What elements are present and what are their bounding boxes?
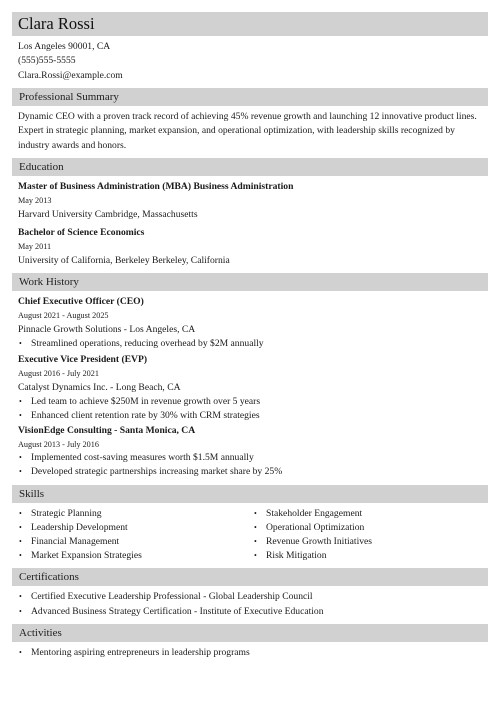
job-bullet-text: Developed strategic partnerships increasing market share by 25% xyxy=(31,466,283,478)
bullet-icon: • xyxy=(254,551,257,561)
skill-item xyxy=(18,507,250,521)
job-dates: August 2021 - August 2025 xyxy=(18,311,109,321)
job-company: Catalyst Dynamics Inc. - Long Beach, CA xyxy=(18,381,181,393)
contact-info xyxy=(12,36,488,83)
job-dates: August 2016 - July 2021 xyxy=(18,368,99,378)
job-role: VisionEdge Consulting - Santa Monica, CA xyxy=(18,425,196,437)
education-header xyxy=(12,158,488,176)
skill-text: Risk Mitigation xyxy=(266,550,327,562)
skill-item xyxy=(18,535,250,549)
certifications-list xyxy=(18,590,488,618)
job-bullet-text: Enhanced client retention rate by 30% with CRM strategies xyxy=(31,410,260,422)
education-degree: Bachelor of Science Economics xyxy=(18,227,145,239)
bullet-icon: • xyxy=(19,522,22,532)
bullet-icon: • xyxy=(19,453,22,463)
bullet-icon: • xyxy=(254,537,257,547)
skills-column-left xyxy=(18,507,250,564)
job-entry xyxy=(18,295,488,351)
work-history-section xyxy=(12,291,488,479)
skill-text: Strategic Planning xyxy=(31,507,102,519)
certification-text: Advanced Business Strategy Certification - Institute of Executive Education xyxy=(31,605,324,617)
bullet-icon: • xyxy=(19,396,22,406)
bullet-icon: • xyxy=(19,339,22,349)
job-bullet-text: Streamlined operations, reducing overhead by $2M annually xyxy=(31,338,264,350)
work-history-header xyxy=(12,273,488,291)
certification-item xyxy=(18,590,488,604)
skill-item xyxy=(253,521,482,535)
certification-text: Certified Executive Leadership Professional - Global Leadership Council xyxy=(31,591,313,603)
job-bullet xyxy=(18,409,488,423)
summary-section xyxy=(12,106,488,153)
education-date: May 2013 xyxy=(18,195,52,205)
bullet-icon: • xyxy=(19,467,22,477)
skills-section xyxy=(12,503,488,564)
job-bullets xyxy=(18,395,488,423)
education-date: May 2011 xyxy=(18,242,52,252)
bullet-icon: • xyxy=(19,592,22,602)
skills-header xyxy=(12,485,488,503)
activities-list xyxy=(18,646,488,660)
education-title: Education xyxy=(19,160,64,173)
job-bullet-text: Led team to achieve $250M in revenue growth over 5 years xyxy=(31,395,261,407)
contact-email: Clara.Rossi@example.com xyxy=(18,69,123,81)
education-school: Harvard University Cambridge, Massachusetts xyxy=(18,208,198,220)
activities-title: Activities xyxy=(19,626,62,639)
skill-text: Financial Management xyxy=(31,536,120,548)
skill-text: Revenue Growth Initiatives xyxy=(266,536,373,548)
work-history-title: Work History xyxy=(19,276,79,289)
skill-item xyxy=(253,507,482,521)
job-bullet xyxy=(18,337,488,351)
skills-grid xyxy=(18,507,488,564)
job-role: Chief Executive Officer (CEO) xyxy=(18,296,144,308)
contact-address: Los Angeles 90001, CA xyxy=(18,41,111,52)
job-dates: August 2013 - July 2016 xyxy=(18,440,99,450)
summary-text: Dynamic CEO with a proven track record of achieving 45% revenue growth and launching 12 innovative product lines. Expert in strategic planning, market expansion, and operational optimization, with leadership skills recognized by industry awards and honors. xyxy=(18,111,477,151)
contact-phone: (555)555-5555 xyxy=(18,55,76,67)
certifications-header xyxy=(12,568,488,586)
skills-title: Skills xyxy=(19,487,45,500)
bullet-icon: • xyxy=(254,508,257,518)
job-bullets xyxy=(18,451,488,479)
job-role: Executive Vice President (EVP) xyxy=(18,353,148,365)
certifications-section xyxy=(12,586,488,618)
job-entry xyxy=(18,424,488,479)
summary-title: Professional Summary xyxy=(19,91,119,104)
candidate-name: Clara Rossi xyxy=(18,14,95,33)
skills-column-right xyxy=(250,507,482,564)
activity-text: Mentoring aspiring entrepreneurs in leadership programs xyxy=(31,646,250,658)
job-bullets xyxy=(18,337,488,351)
summary-header xyxy=(12,88,488,106)
activities-section xyxy=(12,642,488,660)
skill-item xyxy=(18,521,250,535)
bullet-icon: • xyxy=(19,508,22,518)
job-bullet xyxy=(18,451,488,465)
certification-item xyxy=(18,605,488,619)
activity-item xyxy=(18,646,488,660)
bullet-icon: • xyxy=(19,537,22,547)
skill-text: Stakeholder Engagement xyxy=(266,507,363,519)
skill-item xyxy=(253,549,482,563)
skill-item xyxy=(18,549,250,563)
job-bullet xyxy=(18,465,488,479)
bullet-icon: • xyxy=(19,411,22,421)
job-company: Pinnacle Growth Solutions - Los Angeles, CA xyxy=(18,324,196,336)
bullet-icon: • xyxy=(19,606,22,616)
bullet-icon: • xyxy=(19,551,22,561)
skill-text: Market Expansion Strategies xyxy=(31,550,142,562)
bullet-icon: • xyxy=(19,647,22,657)
education-entry xyxy=(18,180,488,222)
education-school: University of California, Berkeley Berkeley, California xyxy=(18,255,230,267)
job-bullet xyxy=(18,395,488,409)
certifications-title: Certifications xyxy=(19,571,79,584)
skill-text: Operational Optimization xyxy=(266,521,365,533)
skill-item xyxy=(253,535,482,549)
bullet-icon: • xyxy=(254,522,257,532)
activities-header xyxy=(12,624,488,642)
job-entry xyxy=(18,353,488,424)
name-header xyxy=(12,12,488,36)
skill-text: Leadership Development xyxy=(31,521,128,533)
education-entry xyxy=(18,226,488,268)
job-bullet-text: Implemented cost-saving measures worth $1.5M annually xyxy=(31,452,254,464)
education-degree: Master of Business Administration (MBA) Business Administration xyxy=(18,180,294,192)
education-section xyxy=(12,176,488,268)
